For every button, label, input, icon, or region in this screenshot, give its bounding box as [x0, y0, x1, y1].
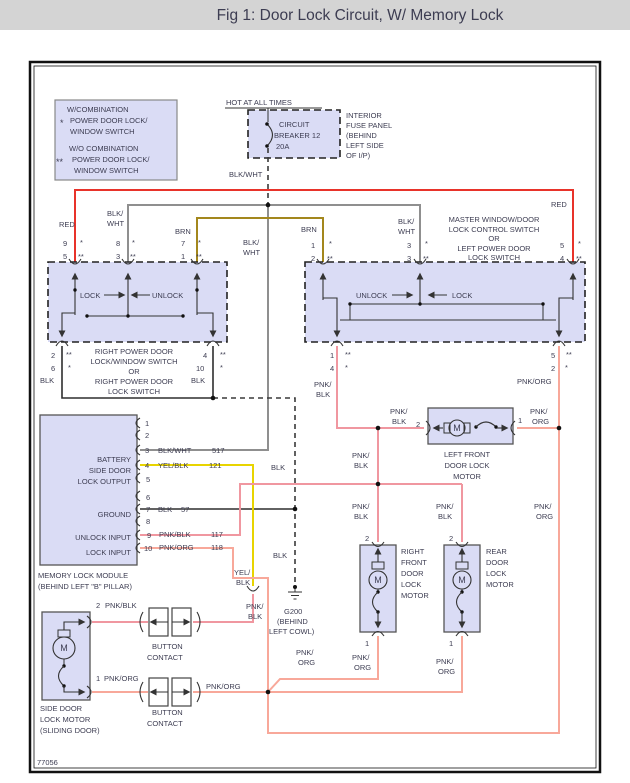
module-pin: 8: [146, 517, 151, 526]
wire-blkwht-left1: BLK/: [107, 209, 124, 218]
wire-pnkblk-label: PNK/: [246, 602, 264, 611]
legend-l2: POWER DOOR LOCK/: [70, 116, 148, 125]
legend-l4: W/O COMBINATION: [69, 144, 139, 153]
memory-lock-module: [40, 415, 137, 565]
wire-pnkorg-label: ORG: [298, 658, 316, 667]
wire-blkwht-right1: BLK/: [398, 217, 415, 226]
wire-pnkorg-label: PNK/: [530, 407, 548, 416]
legend-l5: POWER DOOR LOCK/: [72, 155, 150, 164]
master-switch-caption: MASTER WINDOW/DOOR: [448, 215, 540, 224]
pin: 2: [416, 420, 421, 429]
pin: 2: [96, 601, 101, 610]
pin: *: [345, 363, 348, 372]
pin: 1: [96, 674, 101, 683]
pin: 1: [330, 351, 335, 360]
pin: *: [329, 239, 332, 248]
pin: *: [68, 363, 71, 372]
module-port: LOCK INPUT: [85, 548, 131, 557]
wire-pnkblk-label: BLK: [316, 390, 331, 399]
rear-motor-caption: LOCK: [486, 569, 507, 578]
rf-motor-caption: FRONT: [401, 558, 427, 567]
wire-pnkblk-label: BLK: [354, 512, 369, 521]
pin: *: [80, 238, 83, 247]
lf-motor-caption: MOTOR: [453, 472, 481, 481]
ground-caption: LEFT COWL): [269, 627, 315, 636]
right-switch-caption: OR: [128, 367, 140, 376]
wire-yelblk-label: BLK: [236, 578, 251, 587]
master-switch-caption: LEFT POWER DOOR: [457, 244, 531, 253]
wire-red-left: RED: [59, 220, 75, 229]
side-motor-caption: LOCK MOTOR: [40, 715, 91, 724]
circuit-num: 117: [211, 530, 223, 539]
wire-blkwht-mid1: BLK/: [243, 238, 260, 247]
right-door-lock-switch: [48, 262, 227, 342]
fusepanel-l5: OF I/P): [346, 151, 371, 160]
rf-motor-caption: DOOR: [401, 569, 424, 578]
rf-motor-caption: RIGHT: [401, 547, 425, 556]
lf-motor-caption: DOOR LOCK: [444, 461, 490, 470]
wire-pnkorg-label: PNK/ORG: [517, 377, 552, 386]
ground-caption: G200: [284, 607, 303, 616]
module-pin: 6: [146, 493, 151, 502]
legend-l6: WINDOW SWITCH: [74, 166, 139, 175]
pin: 2: [551, 364, 556, 373]
right-switch-caption: LOCK SWITCH: [107, 387, 161, 396]
right-switch-caption: LOCK/WINDOW SWITCH: [90, 357, 178, 366]
pin: 10: [196, 364, 205, 373]
breaker-l1: CIRCUIT: [279, 120, 310, 129]
wire-label: PNK/ORG: [159, 543, 194, 552]
wire-pnkorg-label: PNK/: [296, 648, 314, 657]
pin: 4: [330, 364, 335, 373]
wire-pnkorg-label: PNK/: [534, 502, 552, 511]
pin: **: [130, 252, 136, 261]
circuit-num: 118: [211, 543, 223, 552]
module-pin: 1: [145, 419, 150, 428]
side-motor-caption: SIDE DOOR: [40, 704, 83, 713]
wire-pnkblk-label: PNK/BLK: [105, 601, 137, 610]
right-switch-caption: RIGHT POWER DOOR: [94, 377, 174, 386]
pin: *: [565, 363, 568, 372]
rear-motor-caption: REAR: [486, 547, 507, 556]
legend-l3: WINDOW SWITCH: [70, 127, 135, 136]
side-door-lock-motor: [42, 612, 91, 700]
wire-blkwht-mid2: WHT: [243, 248, 261, 257]
fusepanel-l1: INTERIOR: [346, 111, 382, 120]
module-port: BATTERY: [97, 455, 131, 464]
wire-pnkblk-label: BLK: [248, 612, 263, 621]
module-pin: 2: [145, 431, 150, 440]
legend-star2: **: [56, 157, 64, 167]
circuit-num: 57: [181, 505, 190, 514]
pin: *: [425, 239, 428, 248]
drawing-number: 77056: [37, 758, 58, 767]
wire-pnkblk-label: PNK/: [390, 407, 408, 416]
pin: **: [327, 254, 333, 263]
module-pin: 5: [146, 475, 151, 484]
master-switch-caption: OR: [488, 234, 500, 243]
module-pin: 4: [145, 461, 150, 470]
wire-blkwht-breaker: BLK/WHT: [229, 170, 263, 179]
button-contact-caption: BUTTON: [152, 642, 183, 651]
pin: 6: [51, 364, 56, 373]
pin: 7: [181, 239, 186, 248]
wire-pnkorg-label: ORG: [536, 512, 554, 521]
wire-label: BLK: [158, 505, 173, 514]
rf-motor-caption: LOCK: [401, 580, 422, 589]
left-front-door-lock-motor: [426, 408, 515, 444]
master-switch-caption: LOCK CONTROL SWITCH: [448, 225, 540, 234]
module-pin: 10: [144, 544, 153, 553]
module-pin: 7: [146, 505, 151, 514]
legend-star: *: [60, 118, 64, 128]
wire-pnkorg-label: PNK/ORG: [206, 682, 241, 691]
pin: *: [132, 238, 135, 247]
module-pin: 3: [145, 446, 150, 455]
unlock-arrow-label: UNLOCK: [152, 291, 184, 300]
pin: **: [196, 252, 202, 261]
pin: 4: [203, 351, 208, 360]
lf-motor-caption: LEFT FRONT: [443, 450, 491, 459]
pin: **: [66, 350, 72, 359]
wire-pnkblk-label: PNK/: [436, 502, 454, 511]
wire-blkwht-left2: WHT: [107, 219, 125, 228]
ground-caption: (BEHIND: [277, 617, 308, 626]
wire-label: PNK/BLK: [159, 530, 191, 539]
wire-blk-label: BLK: [273, 551, 288, 560]
wire-pnkblk-label: BLK: [438, 512, 453, 521]
pin: **: [423, 254, 429, 263]
module-caption: (BEHIND LEFT "B" PILLAR): [38, 582, 132, 591]
wire-pnkorg-label: ORG: [354, 663, 372, 672]
motor-m: M: [453, 423, 461, 433]
pin: 1: [181, 252, 186, 261]
wire-pnkorg-label: ORG: [438, 667, 456, 676]
pin: 5: [551, 351, 556, 360]
pin: **: [566, 350, 572, 359]
fusepanel-l4: LEFT SIDE: [346, 141, 384, 150]
wire-pnkblk-label: PNK/: [352, 502, 370, 511]
wire-label: BLK/WHT: [158, 446, 192, 455]
right-switch-caption: RIGHT POWER DOOR: [94, 347, 174, 356]
wire-label: YEL/BLK: [158, 461, 189, 470]
wire-blk-label: BLK: [40, 376, 55, 385]
pin: **: [220, 350, 226, 359]
master-lock-switch: [305, 262, 585, 342]
pin: 2: [311, 254, 316, 263]
fusepanel-l2: FUSE PANEL: [346, 121, 393, 130]
circuit-num: 517: [212, 446, 225, 455]
hot-at-all-times: HOT AT ALL TIMES: [226, 98, 292, 107]
wire-brn-left: BRN: [175, 227, 191, 236]
wire-brn-right: BRN: [301, 225, 317, 234]
pin: *: [198, 238, 201, 247]
module-port: GROUND: [97, 510, 131, 519]
pin: 3: [116, 252, 121, 261]
right-front-door-lock-motor: [360, 542, 396, 636]
motor-m: M: [374, 575, 382, 585]
wire-pnkblk-label: PNK/: [352, 451, 370, 460]
pin: 1: [449, 639, 454, 648]
pin: 3: [407, 241, 412, 250]
legend-l1: W/COMBINATION: [67, 105, 129, 114]
circuit-num: 121: [209, 461, 222, 470]
wire-blkwht-right2: WHT: [398, 227, 416, 236]
pin: *: [220, 363, 223, 372]
pin: 9: [63, 239, 68, 248]
pin: 2: [51, 351, 56, 360]
button-contact-caption: BUTTON: [152, 708, 183, 717]
wire-pnkblk-label: BLK: [354, 461, 369, 470]
wire-yelblk-label: YEL/: [234, 568, 251, 577]
breaker-l2: BREAKER 12: [274, 131, 321, 140]
master-switch-caption: LOCK SWITCH: [467, 253, 521, 262]
module-port: SIDE DOOR: [88, 466, 131, 475]
wire-pnkblk-label: BLK: [392, 417, 407, 426]
figure-title: Fig 1: Door Lock Circuit, W/ Memory Lock: [216, 7, 504, 24]
button-contact-caption: CONTACT: [147, 653, 183, 662]
pin: 5: [63, 252, 68, 261]
module-port: UNLOCK INPUT: [75, 533, 131, 542]
wire-pnkorg-label: ORG: [532, 417, 550, 426]
motor-m: M: [60, 643, 68, 653]
side-motor-caption: (SLIDING DOOR): [40, 726, 100, 735]
module-port: LOCK OUTPUT: [77, 477, 131, 486]
pin: 1: [311, 241, 316, 250]
button-contact-caption: CONTACT: [147, 719, 183, 728]
module-caption: MEMORY LOCK MODULE: [38, 571, 129, 580]
rear-door-lock-motor: [444, 542, 480, 636]
unlock-arrow-label: UNLOCK: [356, 291, 388, 300]
wire-pnkorg-label: PNK/: [436, 657, 454, 666]
wire-pnkorg-label: PNK/: [352, 653, 370, 662]
wire-pnkblk-label: PNK/: [314, 380, 332, 389]
pin: 4: [560, 254, 565, 263]
breaker-l3: 20A: [276, 142, 290, 151]
pin: 1: [518, 416, 523, 425]
rf-motor-caption: MOTOR: [401, 591, 429, 600]
pin: 8: [116, 239, 121, 248]
pin: **: [345, 350, 351, 359]
wire-blk-label: BLK: [191, 376, 206, 385]
lock-arrow-label: LOCK: [452, 291, 473, 300]
fusepanel-l3: (BEHIND: [346, 131, 377, 140]
pin: 2: [365, 534, 370, 543]
motor-m: M: [458, 575, 466, 585]
pin: 1: [365, 639, 370, 648]
module-pin: 9: [147, 531, 152, 540]
wire-pnkorg-label: PNK/ORG: [104, 674, 139, 683]
lock-arrow-label: LOCK: [80, 291, 101, 300]
rear-motor-caption: MOTOR: [486, 580, 514, 589]
wire-red-right: RED: [551, 200, 567, 209]
pin: 5: [560, 241, 565, 250]
pin: *: [578, 239, 581, 248]
pin: **: [78, 252, 84, 261]
pin: 2: [449, 534, 454, 543]
pin: 3: [407, 254, 412, 263]
rear-motor-caption: DOOR: [486, 558, 509, 567]
wire-blk-label: BLK: [271, 463, 286, 472]
pin: **: [576, 254, 582, 263]
